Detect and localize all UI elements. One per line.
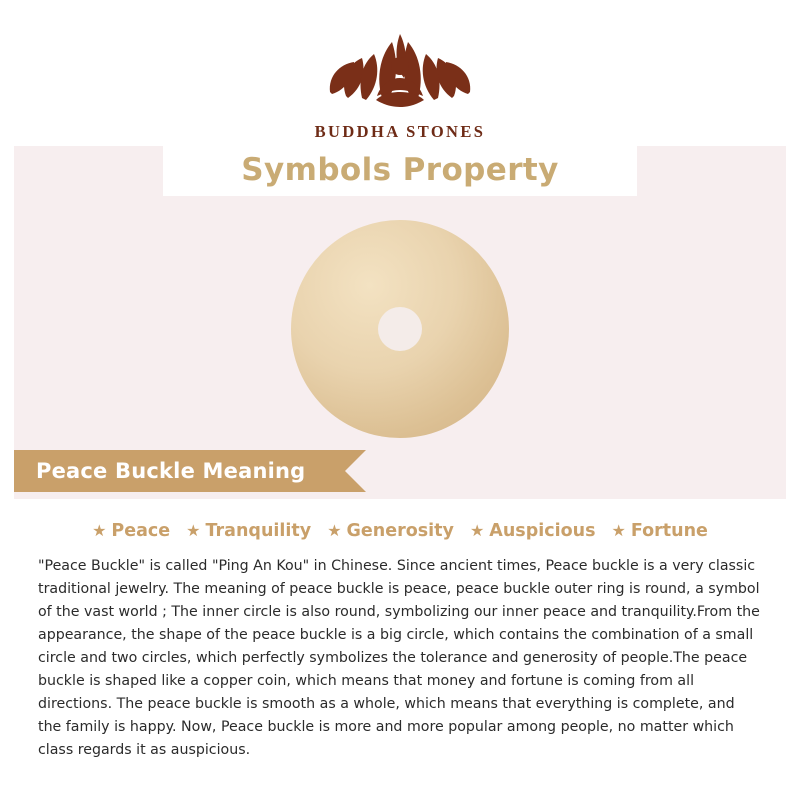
keyword-item [327,521,454,541]
page-title: Symbols Property [241,152,559,188]
keyword-item [470,521,596,541]
frame-border-top [0,0,800,14]
keyword-label: Auspicious [489,521,596,541]
section-banner [14,450,345,492]
content-panel [14,499,786,786]
product-illustration [14,200,786,444]
description-text: "Peace Buckle" is called "Ping An Kou" in Chinese. Since ancient times, Peace buckle is a very classic traditional jewelry. The meaning of peace buckle is peace, peace buckle outer ring is round, a symbol of the vast world ; The inner circle is also round, symbolizing our inner peace and tranquility.From the appearance, the shape of the peace buckle is a big circle, which contains the combination of a small circle and two circles, which perfectly symbolizes the tolerance and generosity of people.The peace buckle is shaped like a copper coin, which means that money and fortune is coming from all directions. The peace buckle is smooth as a whole, which means that everything is complete, and the family is happy. Now, Peace buckle is more and more popular among people, no matter which class regards it as auspicious. [38,558,760,758]
keyword-label: Tranquility [205,521,312,541]
star-icon: ★ [327,521,342,540]
keyword-label: Peace [111,521,171,541]
keyword-item [92,521,170,541]
keyword-item [186,521,311,541]
page-title-ribbon [163,144,637,196]
peace-buckle-disc [291,220,509,438]
keyword-label: Fortune [630,521,708,541]
brand-logo [0,22,800,142]
keyword-item [612,521,708,541]
lotus-meditation-icon [310,22,490,118]
star-icon: ★ [469,521,485,540]
keyword-label: Generosity [346,521,454,541]
star-icon: ★ [92,521,107,540]
peace-buckle-hole [378,307,422,351]
brand-name: BUDDHA STONES [314,122,486,141]
keyword-list [14,499,786,541]
star-icon: ★ [186,521,201,540]
section-title: Peace Buckle Meaning [36,459,306,483]
frame-border-bottom [0,786,800,800]
star-icon: ★ [611,521,626,540]
